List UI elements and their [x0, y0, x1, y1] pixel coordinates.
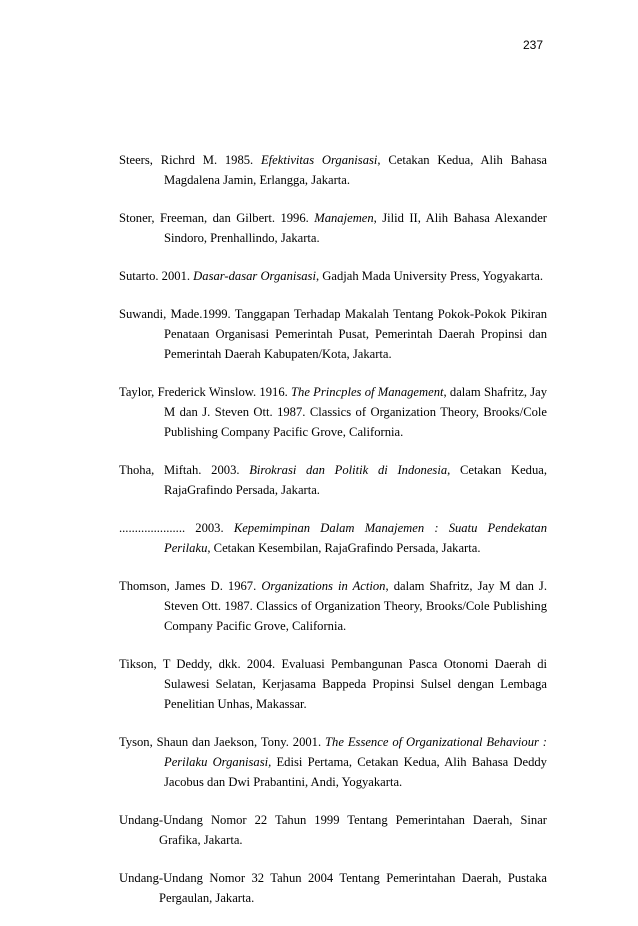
reference-entry — [119, 150, 547, 190]
reference-lead: Undang-Undang Nomor 22 Tahun 1999 Tentang Pemerintahan Daerah, Sinar Grafika, Jakarta. — [119, 813, 547, 847]
reference-rest: , Cetakan Kesembilan, RajaGrafindo Persada, Jakarta. — [207, 541, 481, 555]
reference-entry — [119, 654, 547, 714]
reference-rest: , Jilid II, Alih Bahasa Alexander Sindoro, Prenhallindo, Jakarta. — [164, 211, 547, 245]
reference-rest: , Gadjah Mada University Press, Yogyakarta. — [315, 269, 543, 283]
reference-title: Organizations in Action — [261, 579, 386, 593]
reference-title: Birokrasi dan Politik di Indonesia — [249, 463, 448, 477]
reference-entry — [119, 576, 547, 636]
reference-title: Dasar-dasar Organisasi — [193, 269, 316, 283]
reference-lead: Tikson, T Deddy, dkk. 2004. Evaluasi Pembangunan Pasca Otonomi Daerah di Sulawesi Selatan, Kerjasama Bappeda Propinsi Sulsel dengan Lembaga Penelitian Unhas, Makassar. — [119, 657, 547, 711]
reference-entry — [119, 266, 547, 286]
reference-lead: Sutarto. 2001. — [119, 269, 194, 283]
reference-lead: Tyson, Shaun dan Jaekson, Tony. 2001. — [119, 735, 326, 749]
page-number: 237 — [522, 38, 543, 52]
reference-title: Manajemen — [314, 211, 374, 225]
reference-entry — [119, 460, 547, 500]
reference-entry — [119, 208, 547, 248]
reference-title: Kepemimpinan Dalam Manajemen : Suatu Pendekatan Perilaku — [164, 521, 547, 555]
reference-rest: , Cetakan Kedua, Alih Bahasa Magdalena Jamin, Erlangga, Jakarta. — [164, 153, 547, 187]
reference-entry — [119, 304, 547, 364]
reference-entry — [119, 732, 547, 792]
reference-lead: Taylor, Frederick Winslow. 1916. — [119, 385, 292, 399]
reference-rest: Edisi Pertama, Cetakan Kedua, Alih Bahasa Deddy Jacobus dan Dwi Prabantini, Andi, Yogyakarta. — [164, 755, 547, 789]
reference-entry — [119, 382, 547, 442]
reference-lead: Suwandi, Made.1999. Tanggapan Terhadap Makalah Tentang Pokok-Pokok Pikiran Penataan Organisasi Pemerintah Pusat, Pemerintah Daerah Propinsi dan Pemerintah Daerah Kabupaten/Kota, Jakarta. — [119, 307, 547, 361]
reference-lead: Stoner, Freeman, dan Gilbert. 1996. — [119, 211, 315, 225]
reference-title: The Princples of Management — [291, 385, 444, 399]
reference-title: Efektivitas Organisasi — [260, 153, 378, 167]
reference-lead: Thomson, James D. 1967. — [119, 579, 262, 593]
reference-entry — [119, 518, 547, 558]
reference-title: The Essence of Organizational Behaviour : Perilaku Organisasi, — [164, 735, 547, 769]
reference-lead: Undang-Undang Nomor 32 Tahun 2004 Tentang Pemerintahan Daerah, Pustaka Pergaulan, Jakarta. — [119, 871, 547, 905]
bibliography-list — [119, 150, 547, 926]
reference-entry — [119, 868, 547, 908]
reference-lead: ..................... 2003. — [119, 521, 234, 535]
reference-rest: , dalam Shafritz, Jay M dan J. Steven Ott. 1987. Classics of Organization Theory, Brooks/Cole Publishing Company Pacific Grove, California. — [164, 579, 547, 633]
reference-rest: , dalam Shafritz, Jay M dan J. Steven Ott. 1987. Classics of Organization Theory, Brooks/Cole Publishing Company Pacific Grove, California. — [164, 385, 548, 439]
reference-rest: , Cetakan Kedua, RajaGrafindo Persada, Jakarta. — [164, 463, 547, 497]
reference-lead: Thoha, Miftah. 2003. — [119, 463, 250, 477]
reference-entry — [119, 810, 547, 850]
reference-lead: Steers, Richrd M. 1985. — [119, 153, 261, 167]
